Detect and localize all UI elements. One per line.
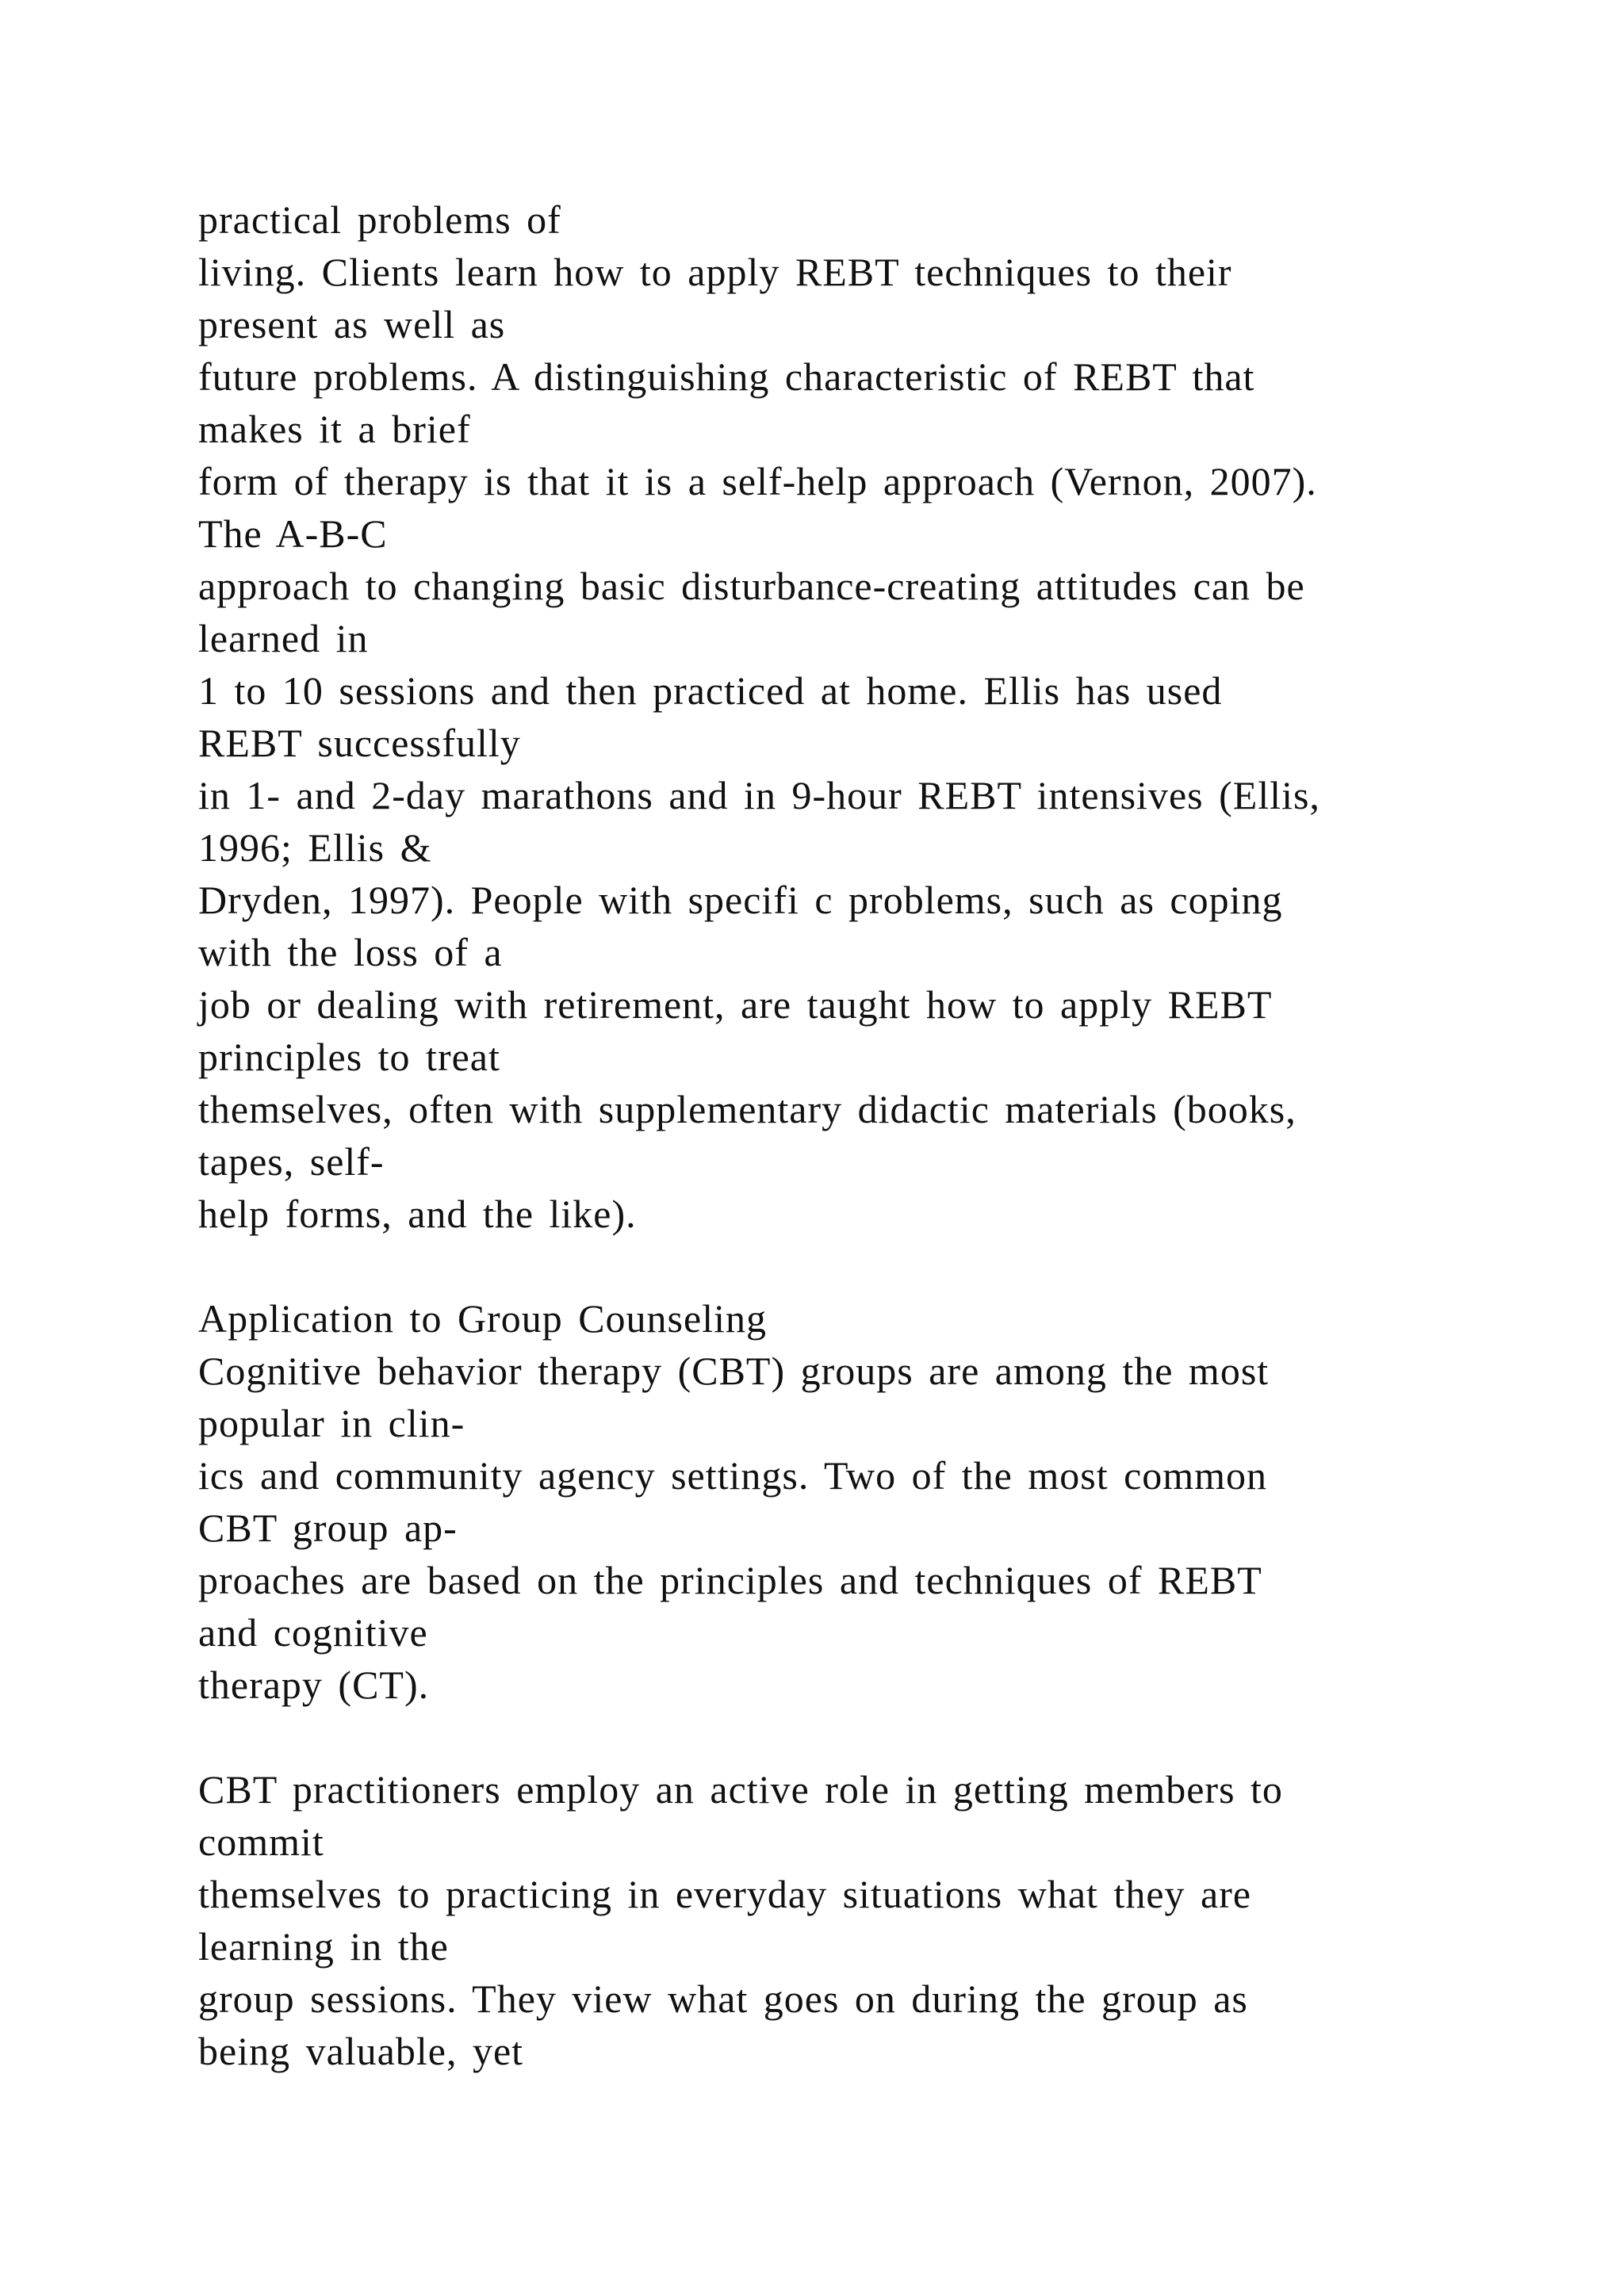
text-line: form of therapy is that it is a self-help approach (Vernon, 2007). — [198, 459, 1317, 503]
text-line: future problems. A distinguishing characteristic of REBT that — [198, 354, 1255, 399]
text-line: themselves to practicing in everyday situations what they are — [198, 1872, 1252, 1916]
text-line: approach to changing basic disturbance-creating attitudes can be — [198, 564, 1305, 608]
text-line: REBT successfully — [198, 721, 521, 765]
text-line: commit — [198, 1820, 324, 1864]
blank-line — [198, 1711, 1507, 1763]
text-line: being valuable, yet — [198, 2029, 524, 2073]
text-line: 1996; Ellis & — [198, 825, 432, 870]
text-line: CBT practitioners employ an active role in getting members to — [198, 1767, 1283, 1812]
text-line: popular in clin- — [198, 1401, 465, 1445]
text-line: therapy (CT). — [198, 1663, 430, 1707]
text-line: Cognitive behavior therapy (CBT) groups are among the most — [198, 1349, 1270, 1393]
text-line: and cognitive — [198, 1610, 428, 1655]
text-line: in 1- and 2-day marathons and in 9-hour REBT intensives (Ellis, — [198, 773, 1320, 817]
text-line: job or dealing with retirement, are taught how to apply REBT — [198, 982, 1273, 1027]
text-line: makes it a brief — [198, 407, 471, 451]
text-line: tapes, self- — [198, 1139, 385, 1184]
text-line: Dryden, 1997). People with specifi c problems, such as coping — [198, 878, 1283, 922]
text-line: learning in the — [198, 1924, 449, 1969]
text-line: ics and community agency settings. Two of the most common — [198, 1453, 1268, 1498]
text-line: themselves, often with supplementary didactic materials (books, — [198, 1087, 1297, 1131]
blank-line — [198, 1240, 1507, 1292]
text-line: present as well as — [198, 302, 506, 346]
text-line: CBT group ap- — [198, 1506, 458, 1550]
document-body — [198, 193, 1507, 2077]
text-line: The A-B-C — [198, 511, 388, 556]
text-line: practical problems of — [198, 197, 561, 242]
text-line: proaches are based on the principles and techniques of REBT — [198, 1558, 1262, 1602]
text-line: principles to treat — [198, 1035, 500, 1079]
text-line: living. Clients learn how to apply REBT techniques to their — [198, 250, 1232, 294]
text-line: with the loss of a — [198, 930, 503, 974]
text-line: help forms, and the like). — [198, 1192, 637, 1236]
text-line: group sessions. They view what goes on during the group as — [198, 1976, 1248, 2021]
text-line: 1 to 10 sessions and then practiced at home. Ellis has used — [198, 668, 1223, 713]
text-line: learned in — [198, 616, 369, 660]
section-heading: Application to Group Counseling — [198, 1296, 767, 1341]
